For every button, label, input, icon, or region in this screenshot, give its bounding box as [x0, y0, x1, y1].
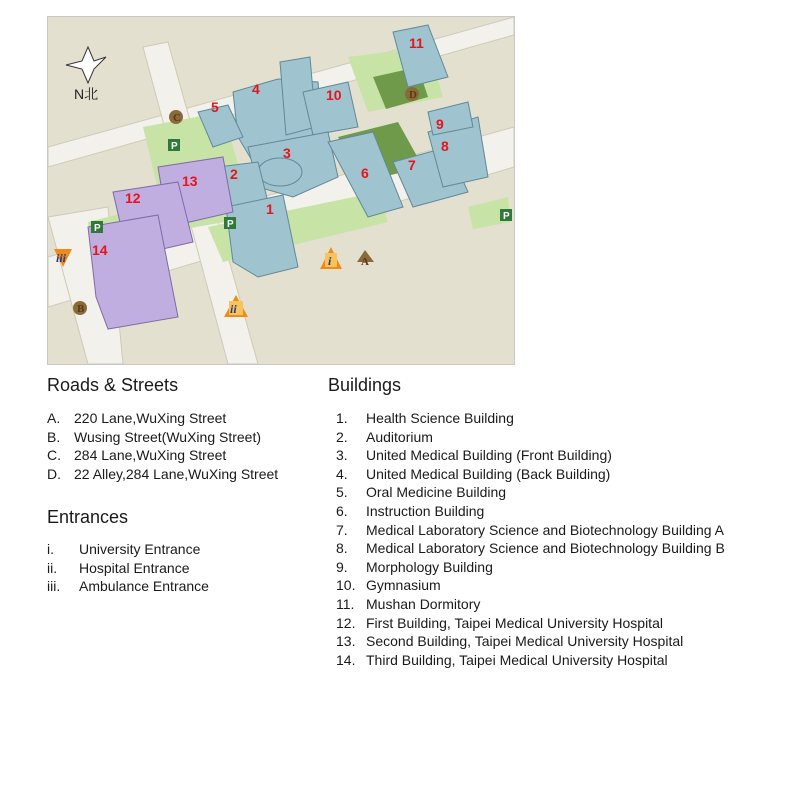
building-label-9: 9 — [436, 116, 444, 132]
building-label-11: 11 — [409, 35, 424, 51]
building-label-7: 7 — [408, 157, 416, 173]
building-label-8: 8 — [441, 138, 449, 154]
svg-text:B: B — [77, 303, 85, 315]
campus-map-drawing — [48, 17, 514, 364]
list-item: i. University Entrance — [47, 541, 201, 557]
list-item: 5. Oral Medicine Building — [336, 484, 507, 501]
list-item: 12. First Building, Taipei Medical University Hospital — [336, 614, 663, 631]
list-item: 14. Third Building, Taipei Medical University Hospital — [336, 651, 668, 668]
list-item: iii. Ambulance Entrance — [47, 578, 209, 595]
building-label-12: 12 — [125, 190, 141, 206]
list-item: 8. Medical Laboratory Science and Biotechnology Building B — [336, 540, 725, 557]
svg-text:i: i — [328, 254, 332, 268]
entrances-list — [47, 540, 209, 596]
list-item: C. 284 Lane,WuXing Street — [47, 447, 227, 464]
list-item: 10. Gymnasium — [336, 577, 441, 594]
building-label-3: 3 — [283, 145, 291, 161]
list-item: D. 22 Alley,284 Lane,WuXing Street — [47, 465, 279, 482]
list-item: 9. Morphology Building — [336, 558, 493, 575]
list-item: A. 220 Lane,WuXing Street — [47, 410, 227, 426]
list-item: 11. Mushan Dormitory — [336, 595, 481, 612]
parking-icon — [168, 139, 180, 152]
building-label-14: 14 — [92, 242, 108, 258]
roads-legend — [47, 375, 278, 483]
building-label-10: 10 — [326, 87, 342, 103]
buildings-list — [328, 409, 725, 669]
road-marker-b[interactable] — [73, 301, 87, 315]
building-label-2: 2 — [230, 166, 238, 182]
road-marker-d[interactable] — [405, 87, 419, 101]
list-item: 6. Instruction Building — [336, 502, 485, 519]
svg-text:P: P — [171, 141, 178, 152]
road-marker-c[interactable] — [169, 110, 183, 124]
building-label-5: 5 — [211, 99, 219, 115]
parking-icon — [224, 217, 236, 230]
compass-label: N北 — [74, 86, 99, 102]
roads-list — [47, 409, 278, 483]
list-item: ii. Hospital Entrance — [47, 559, 190, 576]
buildings-legend — [328, 375, 725, 669]
list-item: 2. Auditorium — [336, 428, 433, 445]
buildings-heading: Buildings — [328, 375, 402, 395]
svg-text:C: C — [173, 112, 181, 124]
list-item: 1. Health Science Building — [336, 410, 514, 426]
entrances-legend — [47, 507, 209, 596]
building-label-13: 13 — [182, 173, 198, 189]
svg-text:P: P — [94, 223, 101, 234]
svg-text:ii: ii — [230, 302, 237, 316]
svg-text:P: P — [227, 219, 234, 230]
list-item: 13. Second Building, Taipei Medical University Hospital — [336, 633, 684, 650]
campus-map[interactable] — [47, 16, 515, 365]
list-item: B. Wusing Street(WuXing Street) — [47, 428, 262, 445]
building-label-1: 1 — [266, 201, 274, 217]
parking-icon — [500, 209, 512, 222]
building-label-6: 6 — [361, 165, 369, 181]
svg-text:P: P — [503, 211, 510, 222]
list-item: 7. Medical Laboratory Science and Biotechnology Building A — [336, 521, 725, 538]
building-label-4: 4 — [252, 81, 260, 97]
svg-text:A: A — [361, 256, 369, 268]
svg-text:iii: iii — [56, 251, 67, 265]
list-item: 3. United Medical Building (Front Building) — [336, 447, 612, 464]
roads-heading: Roads & Streets — [47, 375, 179, 395]
parking-icon — [91, 221, 103, 234]
entrances-heading: Entrances — [47, 507, 129, 527]
svg-text:D: D — [409, 89, 417, 101]
list-item: 4. United Medical Building (Back Building) — [336, 465, 611, 482]
